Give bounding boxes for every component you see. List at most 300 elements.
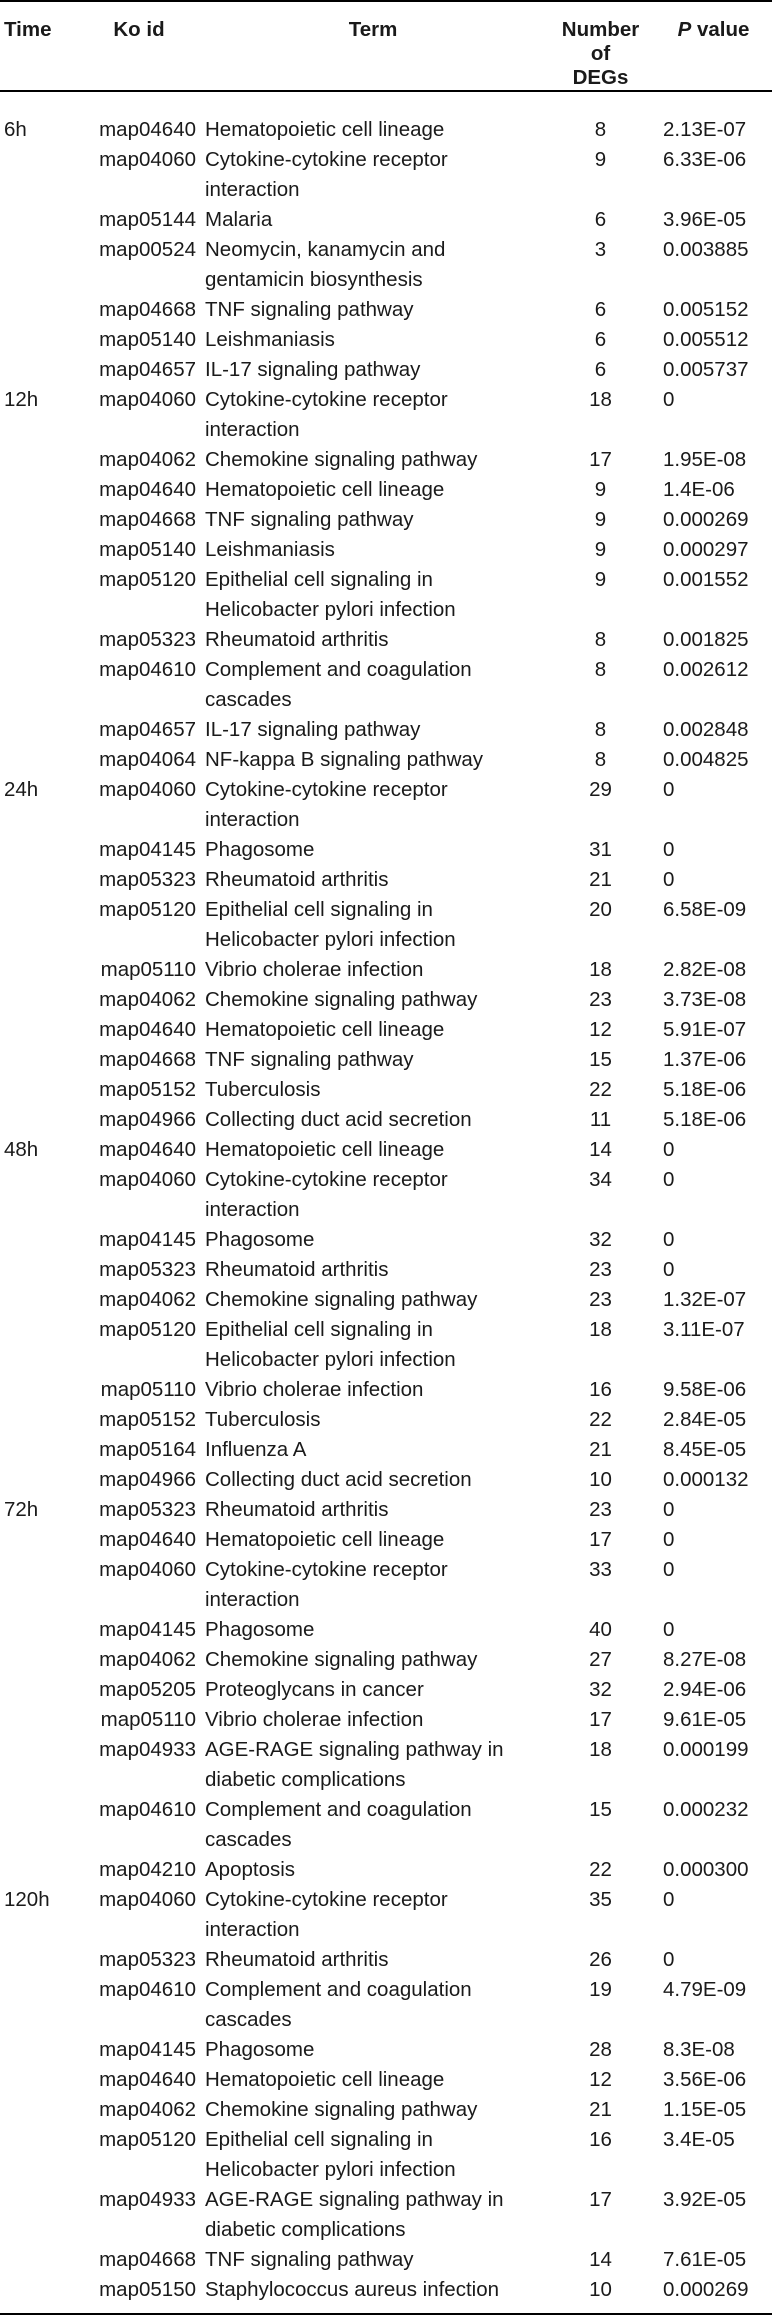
term-cell: Influenza A (205, 1438, 307, 1461)
table-row (0, 325, 772, 355)
table-row (0, 2185, 772, 2245)
table-row (0, 1525, 772, 1555)
header-p-value (655, 1, 772, 91)
ko-id-cell: map05140 (99, 328, 196, 351)
time-cell (0, 1375, 78, 1405)
term-cell: TNF signaling pathway (205, 508, 414, 531)
ko-id-cell: map04640 (99, 1138, 196, 1161)
number-of-degs-cell: 8 (594, 748, 607, 771)
table-row (0, 835, 772, 865)
table-row (0, 1015, 772, 1045)
time-cell: 48h (4, 1138, 39, 1161)
table-row (0, 1795, 772, 1855)
ko-id-cell: map04060 (99, 1168, 196, 1191)
ko-id-cell: map04062 (99, 1648, 196, 1671)
p-value-cell: 8.45E-05 (663, 1438, 747, 1461)
table-header (0, 1, 772, 91)
time-cell: 24h (4, 778, 39, 801)
time-cell (0, 205, 78, 235)
table-row (0, 895, 772, 955)
term-cell: NF-kappa B signaling pathway (205, 748, 484, 771)
ko-id-cell: map04610 (99, 1798, 196, 1821)
number-of-degs-cell: 12 (589, 1018, 612, 1041)
ko-id-cell: map04145 (99, 2038, 196, 2061)
term-cell: Hematopoietic cell lineage (205, 2068, 445, 2091)
term-cell: Proteoglycans in cancer (205, 1678, 424, 1701)
number-of-degs-cell: 3 (594, 238, 607, 261)
term-cell: Complement and coagulation cascades (205, 1978, 472, 2031)
time-cell: 12h (4, 388, 39, 411)
p-value-cell: 1.4E-06 (663, 478, 735, 501)
number-of-degs-cell: 20 (589, 898, 612, 921)
number-of-degs-cell: 22 (589, 1858, 612, 1881)
p-value-cell: 0.002848 (663, 718, 749, 741)
table-row (0, 2245, 772, 2275)
p-value-cell: 1.15E-05 (663, 2098, 747, 2121)
ko-id-cell: map05144 (99, 208, 196, 231)
table-row (0, 985, 772, 1015)
number-of-degs-cell: 8 (594, 628, 607, 651)
number-of-degs-cell: 34 (589, 1168, 612, 1191)
number-of-degs-cell: 8 (594, 118, 607, 141)
time-cell (0, 475, 78, 505)
time-cell (0, 1315, 78, 1375)
term-cell: Collecting duct acid secretion (205, 1108, 472, 1131)
table-row (0, 1435, 772, 1465)
p-value-cell: 0 (663, 1948, 675, 1971)
ko-id-cell: map05323 (99, 868, 196, 891)
table-row (0, 1105, 772, 1135)
time-cell (0, 1225, 78, 1255)
term-cell: Hematopoietic cell lineage (205, 478, 445, 501)
p-value-cell: 0.001825 (663, 628, 749, 651)
time-cell (0, 865, 78, 895)
time-cell (0, 1405, 78, 1435)
number-of-degs-cell: 11 (589, 1108, 612, 1131)
table-row (0, 355, 772, 385)
time-cell (0, 625, 78, 655)
ko-id-cell: map04668 (99, 2248, 196, 2271)
number-of-degs-cell: 18 (589, 388, 612, 411)
ko-id-cell: map04060 (99, 1888, 196, 1911)
table-row (0, 565, 772, 625)
term-cell: AGE-RAGE signaling pathway in diabetic complications (205, 1738, 504, 1791)
ko-id-cell: map04640 (99, 478, 196, 501)
table-row (0, 535, 772, 565)
term-cell: Tuberculosis (205, 1078, 321, 1101)
p-value-cell: 0 (663, 868, 675, 891)
term-cell: Rheumatoid arthritis (205, 868, 389, 891)
term-cell: Hematopoietic cell lineage (205, 1138, 445, 1161)
table-row (0, 1465, 772, 1495)
time-cell (0, 1735, 78, 1795)
p-value-cell: 3.73E-08 (663, 988, 747, 1011)
p-value-cell: 5.91E-07 (663, 1018, 747, 1041)
number-of-degs-cell: 40 (589, 1618, 612, 1641)
time-cell (0, 2035, 78, 2065)
p-value-cell: 2.94E-06 (663, 1678, 747, 1701)
time-cell (0, 715, 78, 745)
p-value-cell: 0 (663, 838, 675, 861)
number-of-degs-cell: 15 (589, 1048, 612, 1071)
table-row (0, 295, 772, 325)
p-value-cell: 7.61E-05 (663, 2248, 747, 2271)
time-cell (0, 1075, 78, 1105)
term-cell: Malaria (205, 208, 273, 231)
number-of-degs-cell: 14 (589, 1138, 612, 1161)
ko-id-cell: map04062 (99, 2098, 196, 2121)
term-cell: Leishmaniasis (205, 328, 335, 351)
term-cell: Complement and coagulation cascades (205, 1798, 472, 1851)
p-value-cell: 0.005737 (663, 358, 749, 381)
time-cell (0, 1675, 78, 1705)
ko-id-cell: map04610 (99, 658, 196, 681)
table-row (0, 1255, 772, 1285)
number-of-degs-cell: 19 (589, 1978, 612, 2001)
time-cell (0, 445, 78, 475)
table-row (0, 1285, 772, 1315)
number-of-degs-cell: 21 (589, 1438, 612, 1461)
p-value-cell: 0 (663, 1228, 675, 1251)
header-number-line1: Number of (561, 18, 640, 65)
time-cell (0, 2245, 78, 2275)
p-value-cell: 0 (663, 1138, 675, 1161)
term-cell: Chemokine signaling pathway (205, 448, 478, 471)
p-value-cell: 9.61E-05 (663, 1708, 747, 1731)
term-cell: Cytokine-cytokine receptor interaction (205, 778, 448, 831)
term-cell: Hematopoietic cell lineage (205, 1018, 445, 1041)
term-cell: Rheumatoid arthritis (205, 1948, 389, 1971)
header-number-of-degs (546, 1, 655, 91)
table-row (0, 1885, 772, 1945)
p-value-cell: 5.18E-06 (663, 1108, 747, 1131)
number-of-degs-cell: 9 (594, 478, 607, 501)
number-of-degs-cell: 18 (589, 1318, 612, 1341)
table-row (0, 1165, 772, 1225)
time-cell (0, 2095, 78, 2125)
p-value-cell: 1.32E-07 (663, 1288, 747, 1311)
ko-id-cell: map05323 (99, 1258, 196, 1281)
time-cell (0, 295, 78, 325)
number-of-degs-cell: 22 (589, 1408, 612, 1431)
p-value-cell: 0.000132 (663, 1468, 749, 1491)
header-p-italic: P (677, 18, 692, 41)
p-value-cell: 0.000269 (663, 508, 749, 531)
ko-id-cell: map04668 (99, 1048, 196, 1071)
time-cell (0, 1975, 78, 2035)
table-row (0, 1645, 772, 1675)
time-cell (0, 955, 78, 985)
p-value-cell: 2.13E-07 (663, 118, 747, 141)
time-cell (0, 1525, 78, 1555)
ko-id-cell: map04966 (99, 1108, 196, 1131)
table-row (0, 955, 772, 985)
ko-id-cell: map04060 (99, 1558, 196, 1581)
ko-id-cell: map04060 (99, 778, 196, 801)
number-of-degs-cell: 9 (594, 148, 607, 171)
term-cell: Phagosome (205, 1228, 315, 1251)
table-row (0, 1225, 772, 1255)
table-row (0, 475, 772, 505)
p-value-cell: 0 (663, 1528, 675, 1551)
term-cell: Rheumatoid arthritis (205, 1498, 389, 1521)
ko-id-cell: map04640 (99, 1018, 196, 1041)
number-of-degs-cell: 17 (589, 2188, 612, 2211)
ko-id-cell: map05323 (99, 1498, 196, 1521)
term-cell: Cytokine-cytokine receptor interaction (205, 1888, 448, 1941)
ko-id-cell: map04657 (99, 718, 196, 741)
ko-id-cell: map04610 (99, 1978, 196, 2001)
time-cell (0, 2065, 78, 2095)
table-row (0, 2065, 772, 2095)
ko-id-cell: map05323 (99, 1948, 196, 1971)
time-cell (0, 1945, 78, 1975)
p-value-cell: 1.37E-06 (663, 1048, 747, 1071)
table-row (0, 1045, 772, 1075)
table-row (0, 2275, 772, 2314)
ko-id-cell: map04062 (99, 988, 196, 1011)
ko-id-cell: map04640 (99, 118, 196, 141)
time-cell (0, 1615, 78, 1645)
table-row (0, 745, 772, 775)
header-time: Time (0, 1, 78, 91)
p-value-cell: 0 (663, 1498, 675, 1521)
ko-id-cell: map04668 (99, 298, 196, 321)
ko-id-cell: map04640 (99, 2068, 196, 2091)
p-value-cell: 0.005512 (663, 328, 749, 351)
ko-id-cell: map04933 (99, 2188, 196, 2211)
term-cell: TNF signaling pathway (205, 2248, 414, 2271)
ko-id-cell: map00524 (99, 238, 196, 261)
number-of-degs-cell: 23 (589, 1288, 612, 1311)
p-value-cell: 3.96E-05 (663, 208, 747, 231)
p-value-cell: 6.33E-06 (663, 148, 747, 171)
table-row (0, 145, 772, 205)
p-value-cell: 0.000269 (655, 2275, 772, 2314)
number-of-degs-cell: 27 (589, 1648, 612, 1671)
ko-id-cell: map05152 (99, 1078, 196, 1101)
table-row (0, 1705, 772, 1735)
number-of-degs-cell: 10 (589, 1468, 612, 1491)
time-cell (0, 1705, 78, 1735)
ko-id-cell: map05110 (100, 1378, 196, 1401)
time-cell (0, 145, 78, 205)
number-of-degs-cell: 16 (589, 1378, 612, 1401)
ko-id-cell: map05152 (99, 1408, 196, 1431)
p-value-cell: 0.005152 (663, 298, 749, 321)
time-cell (0, 505, 78, 535)
table-row (0, 1135, 772, 1165)
term-cell: Vibrio cholerae infection (205, 1708, 424, 1731)
table-row (0, 1315, 772, 1375)
number-of-degs-cell: 8 (594, 718, 607, 741)
table-row (0, 2125, 772, 2185)
p-value-cell: 6.58E-09 (663, 898, 747, 921)
number-of-degs-cell: 9 (594, 508, 607, 531)
p-value-cell: 0.002612 (663, 658, 749, 681)
time-cell (0, 1435, 78, 1465)
p-value-cell: 2.82E-08 (663, 958, 747, 981)
number-of-degs-cell: 23 (589, 988, 612, 1011)
p-value-cell: 0 (663, 1258, 675, 1281)
time-cell (0, 1255, 78, 1285)
number-of-degs-cell: 18 (589, 1738, 612, 1761)
term-cell: Epithelial cell signaling in Helicobacter pylori infection (205, 898, 456, 951)
time-cell (0, 1105, 78, 1135)
time-cell (0, 565, 78, 625)
table-row (0, 1855, 772, 1885)
term-cell: IL-17 signaling pathway (205, 358, 421, 381)
term-cell: Phagosome (205, 2038, 315, 2061)
time-cell (0, 2185, 78, 2245)
term-cell: Collecting duct acid secretion (205, 1468, 472, 1491)
ko-id-cell: map04062 (99, 1288, 196, 1311)
header-ko-id: Ko id (78, 1, 200, 91)
term-cell: Rheumatoid arthritis (205, 1258, 389, 1281)
term-cell: Apoptosis (205, 1858, 296, 1881)
number-of-degs-cell: 26 (589, 1948, 612, 1971)
number-of-degs-cell: 6 (594, 328, 607, 351)
ko-id-cell: map05120 (99, 898, 196, 921)
table-row (0, 1405, 772, 1435)
header-row (0, 1, 772, 91)
number-of-degs-cell: 23 (589, 1498, 612, 1521)
number-of-degs-cell: 16 (589, 2128, 612, 2151)
table-body (0, 91, 772, 2314)
ko-id-cell: map04060 (99, 388, 196, 411)
table-row (0, 1075, 772, 1105)
term-cell: Vibrio cholerae infection (205, 1378, 424, 1401)
table-row (0, 235, 772, 295)
ko-id-cell: map05150 (78, 2275, 200, 2314)
table-row (0, 625, 772, 655)
p-value-cell: 0 (663, 1618, 675, 1641)
p-value-cell: 0 (663, 1558, 675, 1581)
p-value-cell: 2.84E-05 (663, 1408, 747, 1431)
term-cell: Staphylococcus aureus infection (200, 2275, 546, 2314)
header-term: Term (200, 1, 546, 91)
number-of-degs-cell: 28 (589, 2038, 612, 2061)
time-cell (0, 1645, 78, 1675)
table-row (0, 91, 772, 145)
table-row (0, 205, 772, 235)
header-p-rest: value (691, 18, 750, 41)
table-row (0, 1975, 772, 2035)
number-of-degs-cell: 15 (589, 1798, 612, 1821)
p-value-cell: 8.27E-08 (663, 1648, 747, 1671)
number-of-degs-cell: 33 (589, 1558, 612, 1581)
term-cell: Epithelial cell signaling in Helicobacter pylori infection (205, 568, 456, 621)
time-cell: 120h (4, 1888, 50, 1911)
p-value-cell: 3.92E-05 (663, 2188, 747, 2211)
term-cell: Cytokine-cytokine receptor interaction (205, 388, 448, 441)
ko-id-cell: map05120 (99, 2128, 196, 2151)
p-value-cell: 3.56E-06 (663, 2068, 747, 2091)
table-row (0, 2095, 772, 2125)
p-value-cell: 0 (663, 778, 675, 801)
table-row (0, 775, 772, 835)
ko-id-cell: map04640 (99, 1528, 196, 1551)
table-row (0, 505, 772, 535)
time-cell (0, 1015, 78, 1045)
term-cell: Chemokine signaling pathway (205, 988, 478, 1011)
term-cell: Rheumatoid arthritis (205, 628, 389, 651)
number-of-degs-cell: 10 (546, 2275, 655, 2314)
p-value-cell: 0.000232 (663, 1798, 749, 1821)
time-cell (0, 1855, 78, 1885)
term-cell: TNF signaling pathway (205, 1048, 414, 1071)
ko-id-cell: map04145 (99, 1228, 196, 1251)
time-cell (0, 1165, 78, 1225)
time-cell (0, 325, 78, 355)
table-row (0, 385, 772, 445)
p-value-cell: 0.000300 (663, 1858, 749, 1881)
term-cell: IL-17 signaling pathway (205, 718, 421, 741)
ko-id-cell: map04064 (99, 748, 196, 771)
ko-id-cell: map04657 (99, 358, 196, 381)
term-cell: Epithelial cell signaling in Helicobacter pylori infection (205, 1318, 456, 1371)
number-of-degs-cell: 29 (589, 778, 612, 801)
p-value-cell: 5.18E-06 (663, 1078, 747, 1101)
time-cell (0, 355, 78, 385)
time-cell: 6h (4, 118, 27, 141)
number-of-degs-cell: 14 (589, 2248, 612, 2271)
number-of-degs-cell: 18 (589, 958, 612, 981)
time-cell (0, 1465, 78, 1495)
ko-id-cell: map05140 (99, 538, 196, 561)
time-cell (0, 1555, 78, 1615)
header-number-line2: DEGs (572, 66, 629, 89)
table-row (0, 1375, 772, 1405)
time-cell: 72h (4, 1498, 39, 1521)
number-of-degs-cell: 17 (589, 1528, 612, 1551)
p-value-cell: 8.3E-08 (663, 2038, 735, 2061)
number-of-degs-cell: 35 (589, 1888, 612, 1911)
p-value-cell: 9.58E-06 (663, 1378, 747, 1401)
ko-id-cell: map05164 (99, 1438, 196, 1461)
ko-id-cell: map04145 (99, 1618, 196, 1641)
ko-id-cell: map05120 (99, 1318, 196, 1341)
term-cell: Chemokine signaling pathway (205, 1288, 478, 1311)
number-of-degs-cell: 6 (594, 208, 607, 231)
ko-id-cell: map05110 (100, 958, 196, 981)
number-of-degs-cell: 9 (594, 538, 607, 561)
ko-id-cell: map04966 (99, 1468, 196, 1491)
time-cell (0, 745, 78, 775)
number-of-degs-cell: 32 (589, 1228, 612, 1251)
number-of-degs-cell: 32 (589, 1678, 612, 1701)
term-cell: Chemokine signaling pathway (205, 2098, 478, 2121)
ko-id-cell: map05120 (99, 568, 196, 591)
term-cell: Phagosome (205, 838, 315, 861)
table-row (0, 1945, 772, 1975)
p-value-cell: 0.003885 (663, 238, 749, 261)
number-of-degs-cell: 22 (589, 1078, 612, 1101)
time-cell (0, 895, 78, 955)
p-value-cell: 3.4E-05 (663, 2128, 735, 2151)
term-cell: AGE-RAGE signaling pathway in diabetic complications (205, 2188, 504, 2241)
term-cell: Cytokine-cytokine receptor interaction (205, 1558, 448, 1611)
number-of-degs-cell: 6 (594, 298, 607, 321)
ko-id-cell: map04933 (99, 1738, 196, 1761)
ko-id-cell: map05110 (100, 1708, 196, 1731)
table-row (0, 1495, 772, 1525)
term-cell: Epithelial cell signaling in Helicobacter pylori infection (205, 2128, 456, 2181)
p-value-cell: 0.000199 (663, 1738, 749, 1761)
number-of-degs-cell: 17 (589, 448, 612, 471)
term-cell: Leishmaniasis (205, 538, 335, 561)
term-cell: Vibrio cholerae infection (205, 958, 424, 981)
